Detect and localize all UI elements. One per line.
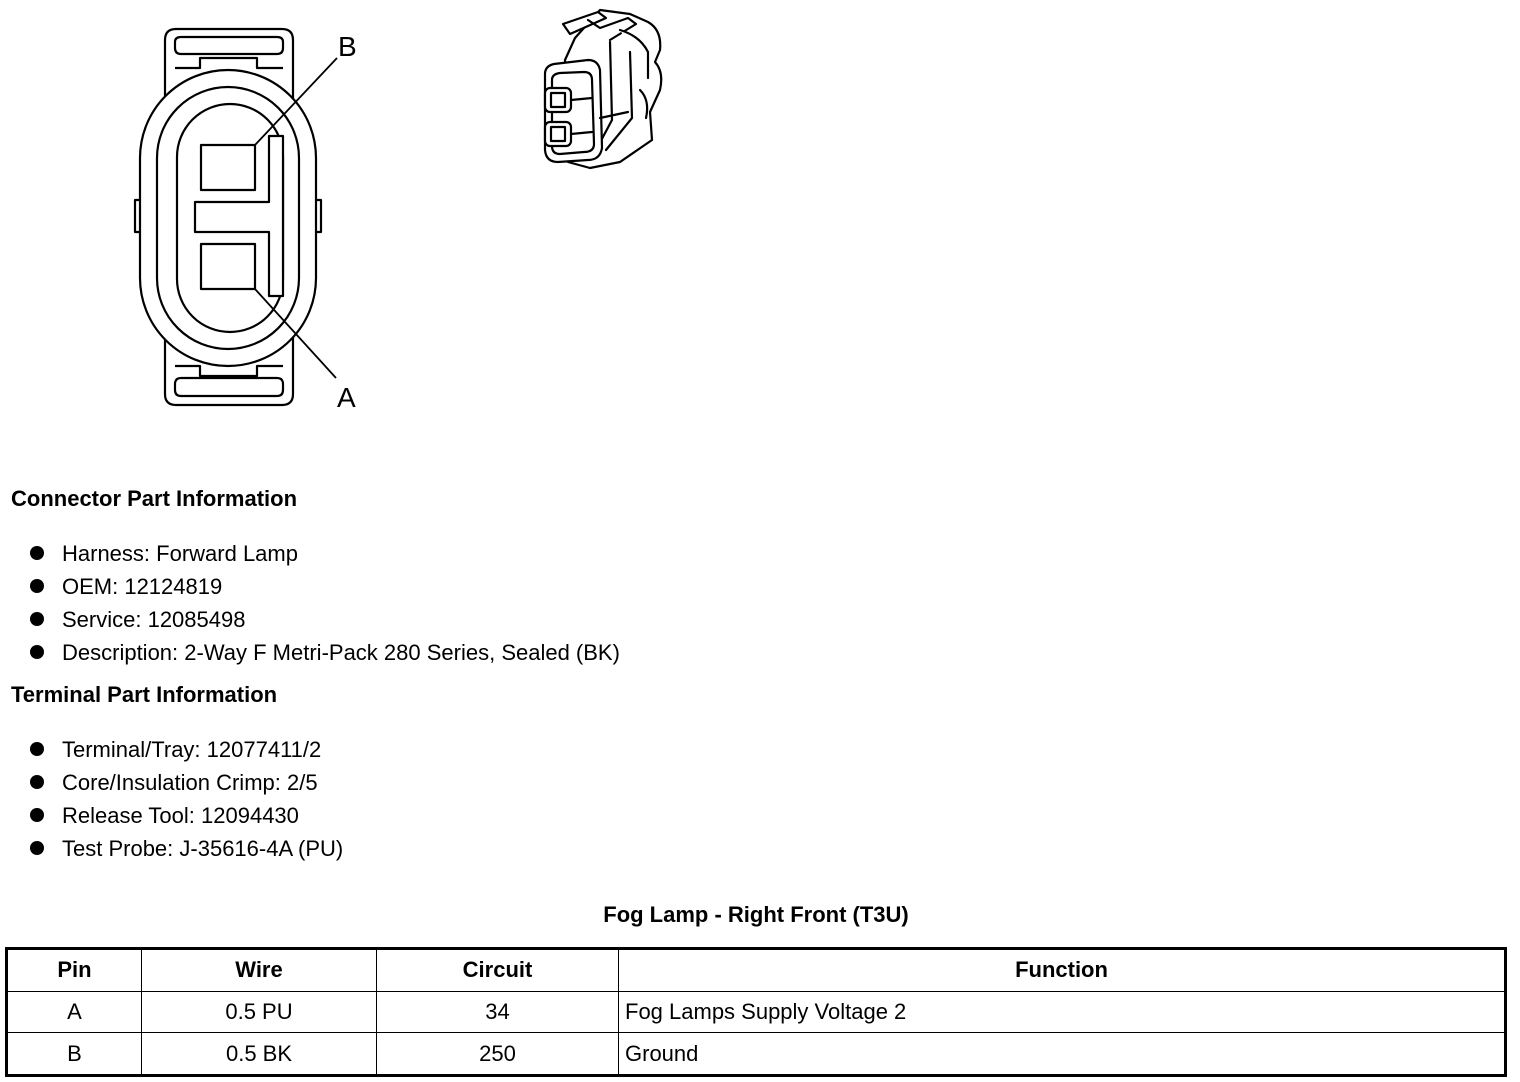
circuit-column-header: Circuit <box>377 949 619 992</box>
list-item: Service: 12085498 <box>28 603 620 636</box>
list-item: Release Tool: 12094430 <box>28 799 343 832</box>
bullet-icon <box>30 645 44 659</box>
function-cell: Ground <box>619 1033 1506 1076</box>
bullet-icon <box>30 841 44 855</box>
bullet-icon <box>30 546 44 560</box>
bullet-icon <box>30 612 44 626</box>
list-item: OEM: 12124819 <box>28 570 620 603</box>
function-column-header: Function <box>619 949 1506 992</box>
pin-column-header: Pin <box>7 949 142 992</box>
connector-part-info-heading: Connector Part Information <box>11 486 298 511</box>
pin-a-label: A <box>337 382 356 413</box>
circuit-cell: 34 <box>377 991 619 1033</box>
list-item: Description: 2-Way F Metri-Pack 280 Series, Sealed (BK) <box>28 636 620 669</box>
bullet-icon <box>30 742 44 756</box>
pin-b-label: B <box>338 31 357 62</box>
pin-table <box>5 947 1507 1077</box>
connector-part-info-list <box>28 537 620 669</box>
pin-cell: B <box>7 1033 142 1076</box>
circuit-cell: 250 <box>377 1033 619 1076</box>
wire-cell: 0.5 PU <box>142 991 377 1033</box>
table-row <box>7 1033 1506 1076</box>
table-header-row <box>7 949 1506 992</box>
list-item: Core/Insulation Crimp: 2/5 <box>28 766 343 799</box>
bullet-icon <box>30 775 44 789</box>
connector-isometric-illustration <box>528 8 673 178</box>
bullet-icon <box>30 808 44 822</box>
list-item: Harness: Forward Lamp <box>28 537 620 570</box>
list-item: Terminal/Tray: 12077411/2 <box>28 733 343 766</box>
bullet-icon <box>30 579 44 593</box>
terminal-part-info-list <box>28 733 343 865</box>
terminal-part-info-heading: Terminal Part Information <box>11 682 278 707</box>
wire-column-header: Wire <box>142 949 377 992</box>
list-item: Test Probe: J-35616-4A (PU) <box>28 832 343 865</box>
pin-table-title: Fog Lamp - Right Front (T3U) <box>603 902 909 927</box>
function-cell: Fog Lamps Supply Voltage 2 <box>619 991 1506 1033</box>
table-row <box>7 991 1506 1033</box>
pin-cell: A <box>7 991 142 1033</box>
connector-face-diagram <box>120 20 380 420</box>
wire-cell: 0.5 BK <box>142 1033 377 1076</box>
